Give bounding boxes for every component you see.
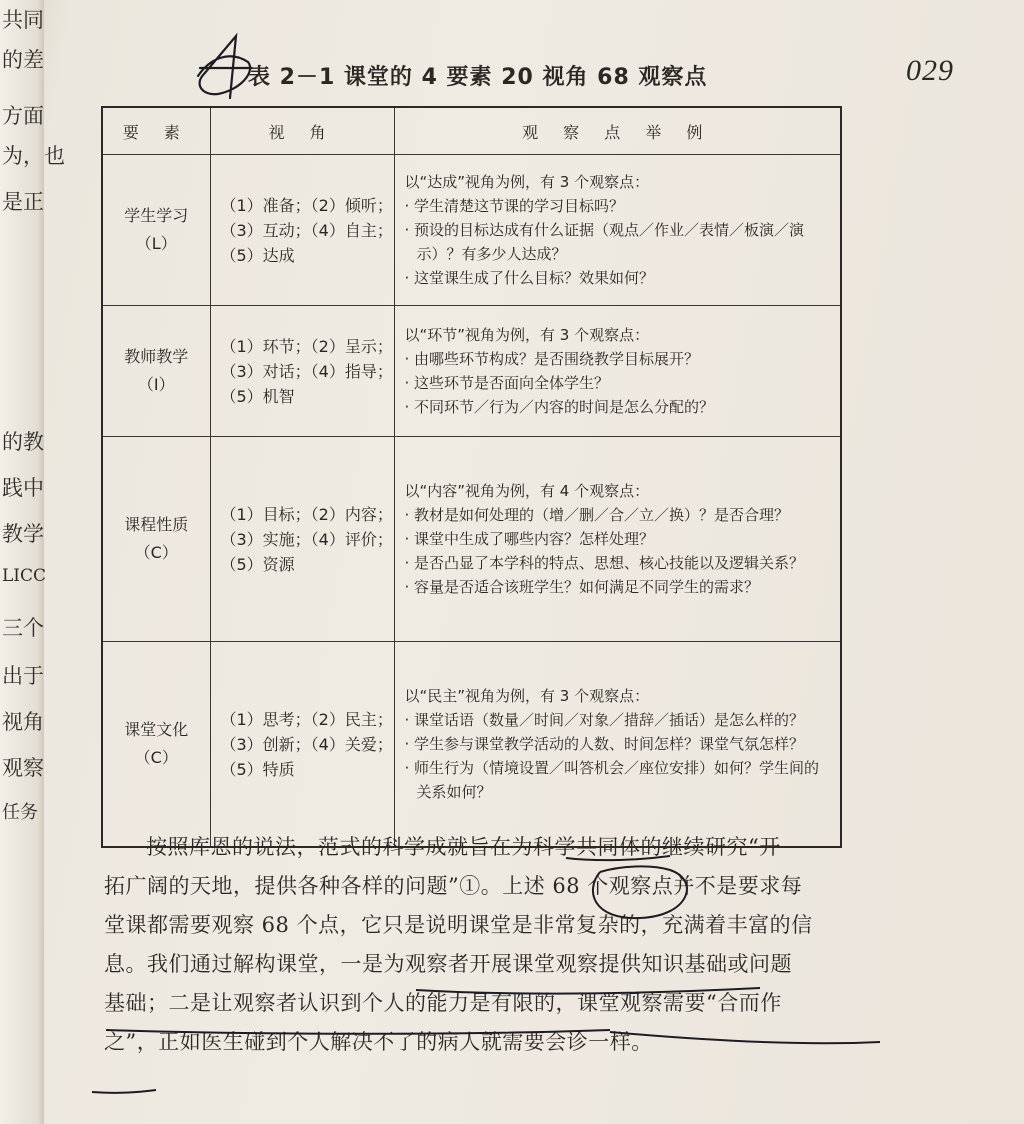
table-header-row xyxy=(200,54,980,102)
element-name: 教师教学 xyxy=(124,347,189,366)
body-line: 之”，正如医生碰到个人解决不了的病人就需要会诊一样。 xyxy=(104,1030,653,1054)
table-row xyxy=(102,306,841,437)
header-view: 视 角 xyxy=(210,107,394,155)
views-cell xyxy=(210,306,394,437)
observation-point: · 容量是否适合该班学生？如何满足不同学生的需求？ xyxy=(404,578,760,596)
views-cell xyxy=(210,155,394,306)
observation-point: · 课堂中生成了哪些内容？怎样处理？ xyxy=(404,530,655,548)
prev-fragment: LICC xyxy=(2,566,47,586)
element-code: （C） xyxy=(134,543,178,562)
observation-point: · 预设的目标达成有什么证据（观点／作业／表情／板演／演示）？有多少人达成？ xyxy=(404,221,805,263)
body-line: 拓广阔的天地，提供各种各样的问题”①。上述 68 个观察点并不是要求每 xyxy=(104,874,803,898)
body-line: 基础；二是让观察者认识到个人的能力是有限的，课堂观察需要“合而作 xyxy=(104,991,782,1015)
observation-point: · 这些环节是否面向全体学生？ xyxy=(404,374,610,392)
table-row xyxy=(102,437,841,642)
view-line: （3）对话；（4）指导； xyxy=(220,361,393,381)
previous-page-edge xyxy=(0,0,65,1124)
prev-fragment: 共同 xyxy=(2,8,44,32)
element-code: （I） xyxy=(137,375,175,394)
points-intro: 以“民主”视角为例，有 3 个观察点： xyxy=(404,687,650,705)
table-row xyxy=(102,155,841,306)
table-title: 表 2－1 课堂的 4 要素 20 视角 68 观察点 xyxy=(248,65,708,90)
view-line: （5）特质 xyxy=(220,759,295,779)
views-cell xyxy=(210,642,394,848)
header-element: 要 素 xyxy=(102,107,210,155)
views-cell xyxy=(210,437,394,642)
observation-point: · 这堂课生成了什么目标？效果如何？ xyxy=(404,269,655,287)
prev-fragment: 任务 xyxy=(2,802,38,823)
element-cell xyxy=(102,306,210,437)
points-intro: 以“环节”视角为例，有 3 个观察点： xyxy=(404,326,650,344)
view-line: （1）目标；（2）内容； xyxy=(220,504,393,524)
header-points: 观 察 点 举 例 xyxy=(394,107,841,155)
observation-point: · 学生清楚这节课的学习目标吗？ xyxy=(404,197,625,215)
element-code: （L） xyxy=(135,234,177,253)
element-cell xyxy=(102,155,210,306)
points-cell xyxy=(394,306,841,437)
body-line: 息。我们通过解构课堂，一是为观察者开展课堂观察提供知识基础或问题 xyxy=(104,952,792,976)
prev-fragment: 的差 xyxy=(2,48,44,72)
element-cell xyxy=(102,437,210,642)
prev-fragment: 的教 xyxy=(2,430,44,454)
view-line: （1）思考；（2）民主； xyxy=(220,709,393,729)
prev-fragment: 视角 xyxy=(2,710,44,734)
observation-point: · 由哪些环节构成？是否围绕教学目标展开？ xyxy=(404,350,700,368)
observation-point: · 课堂话语（数量／时间／对象／措辞／插话）是怎么样的？ xyxy=(404,711,805,729)
view-line: （5）机智 xyxy=(220,386,295,406)
observation-point: · 不同环节／行为／内容的时间是怎么分配的？ xyxy=(404,398,715,416)
prev-fragment: 是正 xyxy=(2,190,44,214)
prev-fragment: 出于 xyxy=(2,664,44,688)
page-number: 029 xyxy=(906,54,954,87)
prev-fragment: 三个 xyxy=(2,616,44,640)
underline-mark xyxy=(92,1090,156,1093)
table-header xyxy=(102,107,841,155)
prev-fragment: 为，也 xyxy=(2,144,65,168)
table-row xyxy=(102,642,841,848)
prev-fragment: 教学 xyxy=(2,522,44,546)
prev-fragment: 观察 xyxy=(2,756,44,780)
observation-point: · 学生参与课堂教学活动的人数、时间怎样？课堂气氛怎样？ xyxy=(404,735,805,753)
observation-point: · 是否凸显了本学科的特点、思想、核心技能以及逻辑关系？ xyxy=(404,554,805,572)
prev-fragment: 方面 xyxy=(2,104,44,128)
element-name: 课程性质 xyxy=(124,515,189,534)
element-name: 课堂文化 xyxy=(124,720,189,739)
points-cell xyxy=(394,642,841,848)
view-line: （5）资源 xyxy=(220,554,295,574)
observation-point: · 教材是如何处理的（增／删／合／立／换）？是否合理？ xyxy=(404,506,790,524)
points-intro: 以“达成”视角为例，有 3 个观察点： xyxy=(404,173,650,191)
prev-fragment: 践中 xyxy=(2,476,44,500)
view-line: （3）创新；（4）关爱； xyxy=(220,734,393,754)
body-paragraph xyxy=(104,828,844,1062)
view-line: （3）互动；（4）自主； xyxy=(220,220,393,240)
observation-table xyxy=(101,106,842,848)
element-code: （C） xyxy=(134,748,178,767)
element-name: 学生学习 xyxy=(124,206,189,225)
view-line: （5）达成 xyxy=(220,245,295,265)
view-line: （3）实施；（4）评价； xyxy=(220,529,393,549)
points-cell xyxy=(394,437,841,642)
element-cell xyxy=(102,642,210,848)
points-cell xyxy=(394,155,841,306)
observation-point: · 师生行为（情境设置／叫答机会／座位安排）如何？学生间的关系如何？ xyxy=(404,759,820,801)
points-intro: 以“内容”视角为例，有 4 个观察点： xyxy=(404,482,650,500)
body-line: 堂课都需要观察 68 个点，它只是说明课堂是非常复杂的，充满着丰富的信 xyxy=(104,913,813,937)
body-line: 按照库恩的说法，范式的科学成就旨在为科学共同体的继续研究“开 xyxy=(146,835,781,859)
view-line: （1）环节；（2）呈示； xyxy=(220,336,393,356)
view-line: （1）准备；（2）倾听； xyxy=(220,195,393,215)
